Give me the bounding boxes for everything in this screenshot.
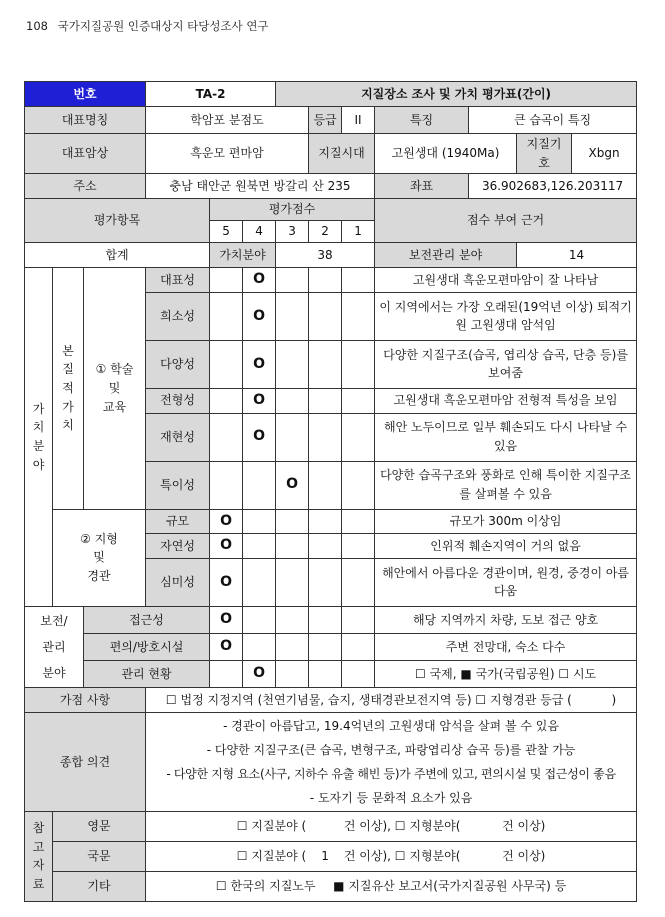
ref-geo-unit: 건 이상), [343, 819, 391, 834]
bonus-text: 법정 지정지역 (천연기념물, 습지, 생태경관보전지역 등) [180, 692, 472, 707]
score-2: 2 [309, 221, 342, 243]
mark-aesthetics: O [210, 558, 243, 606]
mgmt-vertical-2: 관리 [42, 639, 66, 654]
criterion-diversity: 다양성 [146, 340, 210, 388]
feature-value: 큰 습곡이 특징 [469, 107, 637, 134]
mgmt-field-label: 보전관리 분야 [375, 243, 517, 268]
basis-convenience: 주변 전망대, 숙소 다수 [375, 633, 637, 660]
ref-geo-label: 지질분야 ( [251, 849, 307, 864]
ref-korean-label: 국문 [53, 841, 146, 871]
mark-naturalness: O [210, 534, 243, 559]
total-label: 합계 [25, 243, 210, 268]
reference-vertical [25, 811, 53, 901]
mark-rarity: O [243, 292, 276, 340]
checkbox-icon: ☐ [165, 692, 177, 707]
mark-reproducibility: O [243, 413, 276, 461]
criterion-reproducibility: 재현성 [146, 413, 210, 461]
ref-etc-label: 기타 [53, 871, 146, 901]
basis-diversity: 다양한 지질구조(습곡, 엽리상 습곡, 단층 등)를 보여줌 [375, 340, 637, 388]
ref-english-label: 영문 [53, 811, 146, 841]
mgmt-total: 14 [517, 243, 637, 268]
vertical-char: 참 [32, 821, 45, 836]
intrinsic-value-vertical [53, 268, 84, 509]
basis-accessibility: 해당 지역까지 차량, 도보 접근 양호 [375, 606, 637, 633]
academic-label-3: 교육 [102, 399, 127, 414]
vertical-char: 야 [32, 457, 45, 472]
mgmt-national-park: 국가(국립공원) [475, 666, 555, 681]
form-title: 지질장소 조사 및 가치 평가표(간이) [276, 82, 637, 107]
coord-value: 36.902683,126.203117 [469, 174, 637, 199]
ref-land-label: 지형분야( [409, 819, 461, 834]
header-title: 국가지질공원 인증대상지 타당성조사 연구 [57, 19, 269, 33]
opinion-line: - 도자기 등 문화적 요소가 있음 [309, 790, 473, 805]
criterion-naturalness: 자연성 [146, 534, 210, 559]
bonus-text2: 지형경관 등급 ( [490, 692, 572, 707]
criterion-management: 관리 현황 [84, 660, 210, 687]
address-label: 주소 [25, 174, 146, 199]
rep-name-value: 학암포 분점도 [146, 107, 309, 134]
checkbox-icon: ☐ [215, 879, 227, 894]
basis-naturalness: 인위적 훼손지역이 거의 없음 [375, 534, 637, 559]
mark-scale: O [210, 509, 243, 534]
ref-land-unit: 건 이상) [502, 849, 546, 864]
vertical-char: 고 [32, 839, 45, 854]
checkbox-icon: ☐ [394, 819, 406, 834]
score-5: 5 [210, 221, 243, 243]
checkbox-icon: ☐ [394, 849, 406, 864]
mgmt-field-group [25, 606, 84, 687]
criterion-aesthetics: 심미성 [146, 558, 210, 606]
etc-item-1: 한국의 지질노두 [230, 879, 316, 894]
criterion-convenience: 편의/방호시설 [84, 633, 210, 660]
criterion-typicality: 전형성 [146, 388, 210, 413]
ref-land-label: 지형분야( [409, 849, 461, 864]
bonus-label: 가점 사항 [25, 687, 146, 712]
grade-label: 등급 [309, 107, 342, 134]
basis-uniqueness: 다양한 습곡구조와 풍화로 인해 특이한 지질구조를 살펴볼 수 있음 [375, 461, 637, 509]
vertical-char: 분 [32, 439, 45, 454]
ref-land-unit: 건 이상) [502, 819, 546, 834]
score-4: 4 [243, 221, 276, 243]
rock-label: 대표암상 [25, 134, 146, 174]
academic-label-2: 및 [108, 381, 121, 396]
checkbox-icon: ☐ [236, 819, 248, 834]
mark-convenience: O [210, 633, 243, 660]
basis-typicality: 고원생대 흑운모편마암 전형적 특성을 보임 [375, 388, 637, 413]
bonus-close: ) [611, 692, 617, 707]
score-label: 평가점수 [210, 199, 375, 221]
vertical-char: 적 [62, 381, 74, 396]
basis-aesthetics: 해안에서 아름다운 경관이며, 원경, 중경이 아름다움 [375, 558, 637, 606]
ref-korean [146, 841, 637, 871]
score-1: 1 [342, 221, 375, 243]
vertical-char: 질 [62, 362, 74, 377]
symbol-value: Xbgn [572, 134, 637, 174]
checkbox-icon: ☐ [415, 666, 426, 681]
vertical-char: 본 [62, 343, 74, 358]
opinion-line: - 다양한 지형 요소(사구, 지하수 유출 해빈 등)가 주변에 있고, 편의시설 및 접근성이 좋음 [166, 766, 616, 781]
value-field-vertical [25, 268, 53, 607]
landform-group [53, 509, 146, 606]
ref-geo-unit: 건 이상), [343, 849, 391, 864]
mark-management: O [243, 660, 276, 687]
criterion-representative: 대표성 [146, 268, 210, 293]
page-number: 108 [26, 19, 48, 33]
score-3: 3 [276, 221, 309, 243]
academic-label-1: ① 학술 [95, 362, 134, 377]
rock-value: 흑운모 편마암 [146, 134, 309, 174]
mark-representative: O [243, 268, 276, 293]
opinion-line: - 경관이 아름답고, 19.4억년의 고원생대 암석을 살펴 볼 수 있음 [223, 718, 559, 733]
basis-label: 점수 부여 근거 [375, 199, 637, 243]
ref-etc [146, 871, 637, 901]
criterion-scale: 규모 [146, 509, 210, 534]
checkbox-icon: ☐ [558, 666, 570, 681]
checkbox-icon: ☐ [475, 692, 487, 707]
evaluation-table [24, 81, 637, 902]
era-label: 지질시대 [309, 134, 375, 174]
mgmt-city: 시도 [572, 666, 597, 681]
opinion-content [146, 712, 637, 811]
etc-item-2: 지질유산 보고서(국가지질공원 사무국) 등 [348, 879, 567, 894]
value-field-label: 가치분야 [210, 243, 276, 268]
vertical-char: 자 [32, 858, 45, 873]
mark-uniqueness: O [276, 461, 309, 509]
filled-checkbox-icon: ■ [460, 666, 472, 681]
page-header [26, 18, 269, 34]
grade-value: II [342, 107, 375, 134]
number-label: 번호 [25, 82, 146, 107]
mark-diversity: O [243, 340, 276, 388]
basis-reproducibility: 해안 노두이므로 일부 훼손되도 다시 나타날 수 있음 [375, 413, 637, 461]
criterion-uniqueness: 특이성 [146, 461, 210, 509]
basis-rarity: 이 지역에서는 가장 오래된(19억년 이상) 퇴적기원 고원생대 암석임 [375, 292, 637, 340]
mark-typicality: O [243, 388, 276, 413]
landform-label-2: 및 [93, 550, 105, 565]
address-value: 충남 태안군 원북면 방갈리 산 235 [146, 174, 375, 199]
academic-group [84, 268, 146, 509]
vertical-char: 료 [32, 877, 45, 892]
ref-english [146, 811, 637, 841]
basis-representative: 고원생대 흑운모편마암이 잘 나타남 [375, 268, 637, 293]
criterion-accessibility: 접근성 [84, 606, 210, 633]
vertical-char: 가 [62, 399, 74, 414]
number-value: TA-2 [146, 82, 276, 107]
criterion-rarity: 희소성 [146, 292, 210, 340]
mgmt-international: 국제, [429, 666, 457, 681]
era-value: 고원생대 (1940Ma) [375, 134, 517, 174]
eval-item-label: 평가항목 [25, 199, 210, 243]
opinion-line: - 다양한 지질구조(큰 습곡, 변형구조, 파랑엽리상 습곡 등)를 관찰 가능 [206, 742, 576, 757]
symbol-label: 지질기호 [517, 134, 572, 174]
coord-label: 좌표 [375, 174, 469, 199]
opinion-label: 종합 의견 [25, 712, 146, 811]
mgmt-status [375, 660, 637, 687]
feature-label: 특징 [375, 107, 469, 134]
landform-label-1: ② 지형 [80, 531, 118, 546]
vertical-char: 치 [62, 418, 74, 433]
vertical-char: 가 [32, 401, 45, 416]
vertical-char: 치 [32, 420, 45, 435]
mgmt-vertical-3: 분야 [42, 665, 66, 680]
landform-label-3: 경관 [87, 569, 111, 584]
mgmt-vertical-1: 보전/ [40, 613, 68, 628]
ref-geo-label: 지질분야 ( [251, 819, 307, 834]
rep-name-label: 대표명칭 [25, 107, 146, 134]
filled-checkbox-icon: ■ [333, 879, 345, 894]
checkbox-icon: ☐ [236, 849, 248, 864]
ref-geo-count: 1 [321, 849, 329, 864]
value-total: 38 [276, 243, 375, 268]
mark-accessibility: O [210, 606, 243, 633]
bonus-content [146, 687, 637, 712]
basis-scale: 규모가 300m 이상임 [375, 509, 637, 534]
